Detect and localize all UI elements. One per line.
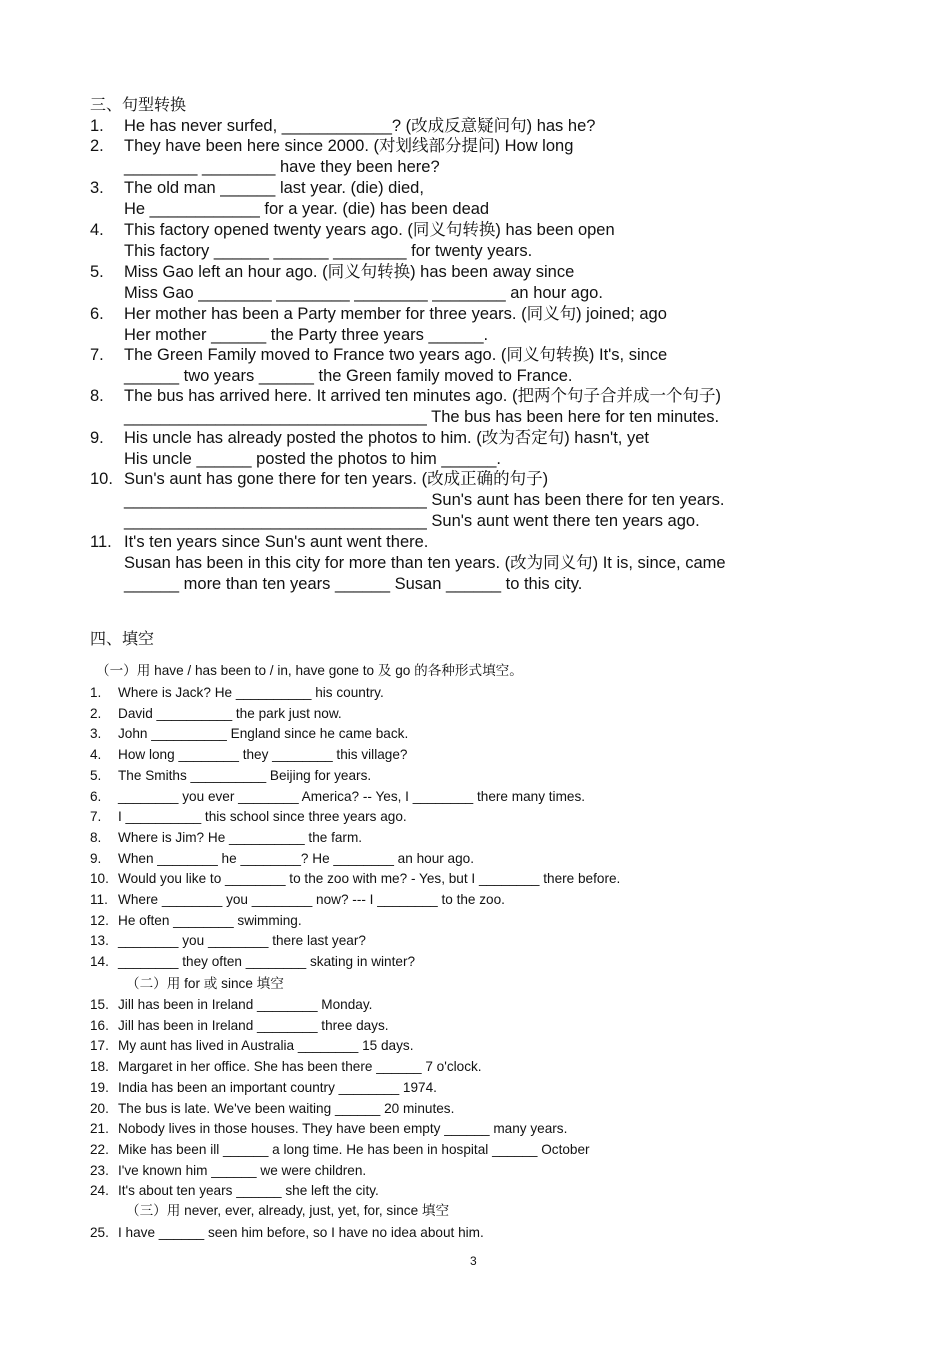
fill-blank-item bbox=[90, 1181, 379, 1202]
item-number: 15. bbox=[90, 997, 109, 1012]
fill-blank-item bbox=[90, 683, 384, 704]
sentence-item-line bbox=[90, 532, 428, 553]
item-number: 23. bbox=[90, 1162, 109, 1178]
item-text: The old man ______ last year. (die) died, bbox=[124, 179, 424, 197]
sentence-item-line bbox=[90, 262, 574, 283]
item-text: This factory opened twenty years ago. (同义句转换) has been open bbox=[124, 221, 615, 239]
sentence-item-line bbox=[90, 241, 532, 262]
fill-blank-item bbox=[90, 952, 415, 973]
fill-blank-item bbox=[90, 1223, 484, 1244]
item-number: 8. bbox=[90, 829, 102, 845]
fill-blank-item bbox=[90, 704, 342, 725]
item-text: Where ________ you ________ now? --- I ________ to the zoo. bbox=[118, 892, 505, 907]
item-number: 17. bbox=[90, 1038, 109, 1054]
item-text: David __________ the park just now. bbox=[118, 705, 342, 721]
sentence-item-line bbox=[90, 511, 700, 532]
section-3-title: 三、句型转换 bbox=[90, 97, 187, 114]
sentence-item-line bbox=[90, 304, 667, 325]
item-number: 7. bbox=[90, 346, 104, 364]
item-text: India has been an important country ________ 1974. bbox=[118, 1079, 437, 1095]
item-text: Her mother has been a Party member for three years. (同义句) joined; ago bbox=[124, 305, 667, 323]
sentence-item-line bbox=[90, 386, 721, 407]
sentence-item-line bbox=[90, 283, 603, 304]
sentence-item-line bbox=[90, 574, 582, 595]
item-number: 12. bbox=[90, 912, 109, 928]
item-number: 14. bbox=[90, 954, 109, 970]
item-number: 2. bbox=[90, 137, 104, 155]
item-text: ______ two years ______ the Green family moved to France. bbox=[124, 367, 573, 385]
sentence-item-line bbox=[90, 449, 501, 470]
item-text: They have been here since 2000. (对划线部分提问) How long bbox=[124, 137, 574, 155]
item-text: The Smiths __________ Beijing for years. bbox=[118, 767, 372, 783]
item-text: Miss Gao ________ ________ ________ ________ an hour ago. bbox=[124, 284, 603, 302]
item-text: I have ______ seen him before, so I have no idea about him. bbox=[118, 1225, 484, 1240]
item-text: How long ________ they ________ this village? bbox=[118, 747, 408, 763]
item-number: 9. bbox=[90, 850, 102, 866]
item-number: 11. bbox=[90, 533, 112, 551]
sentence-item-line bbox=[90, 116, 595, 137]
fill-blank-item bbox=[90, 828, 362, 849]
item-text: John __________ England since he came back. bbox=[118, 726, 409, 742]
sentence-item-line bbox=[90, 345, 667, 366]
item-text: Jill has been in Ireland ________ three days. bbox=[118, 1017, 389, 1033]
item-number: 6. bbox=[90, 305, 104, 323]
item-number: 13. bbox=[90, 933, 109, 949]
item-number: 19. bbox=[90, 1079, 109, 1095]
item-text: _________________________________ Sun's aunt went there ten years ago. bbox=[124, 512, 700, 530]
item-text: Her mother ______ the Party three years ______. bbox=[124, 326, 489, 344]
item-number: 22. bbox=[90, 1141, 109, 1157]
item-number: 6. bbox=[90, 788, 102, 804]
sentence-item-line bbox=[90, 178, 424, 199]
item-text: My aunt has lived in Australia ________ 15 days. bbox=[118, 1038, 414, 1054]
item-text: He often ________ swimming. bbox=[118, 912, 302, 928]
item-text: _________________________________ The bus has been here for ten minutes. bbox=[124, 408, 720, 426]
sentence-item-line bbox=[90, 220, 615, 241]
item-number: 8. bbox=[90, 387, 104, 405]
page-number: 3 bbox=[470, 1254, 477, 1268]
item-text: He has never surfed, ____________? (改成反意疑问句) has he? bbox=[124, 117, 596, 135]
item-number: 9. bbox=[90, 429, 104, 447]
item-text: Susan has been in this city for more than ten years. (改为同义句) It is, since, came bbox=[124, 554, 726, 572]
item-number: 10. bbox=[90, 871, 109, 887]
item-number: 3. bbox=[90, 179, 104, 197]
fill-blank-item bbox=[90, 1078, 437, 1099]
item-text: ________ ________ have they been here? bbox=[124, 158, 440, 176]
item-number: 21. bbox=[90, 1121, 109, 1137]
item-text: It's about ten years ______ she left the city. bbox=[118, 1183, 379, 1199]
item-text: The bus is late. We've been waiting ______ 20 minutes. bbox=[118, 1100, 455, 1116]
fill-blank-item bbox=[90, 849, 474, 870]
item-number: 5. bbox=[90, 263, 104, 281]
sentence-item-line bbox=[90, 366, 573, 387]
section-4-subheading-2: （二）用 for 或 since 填空 bbox=[126, 976, 284, 991]
item-text: ________ you ________ there last year? bbox=[118, 933, 366, 949]
fill-blank-item bbox=[90, 1161, 366, 1182]
sentence-item-line bbox=[90, 553, 726, 574]
sentence-item-line bbox=[90, 136, 573, 157]
sentence-item-line bbox=[90, 157, 440, 178]
item-number: 1. bbox=[90, 685, 102, 700]
section-4-title: 四、填空 bbox=[90, 631, 155, 648]
item-text: When ________ he ________? He ________ an hour ago. bbox=[118, 850, 475, 866]
fill-blank-item bbox=[90, 766, 371, 787]
sentence-item-line bbox=[90, 469, 548, 490]
item-text: Where is Jack? He __________ his country. bbox=[118, 685, 384, 700]
fill-blank-item bbox=[90, 1099, 454, 1120]
item-number: 3. bbox=[90, 726, 102, 742]
item-number: 24. bbox=[90, 1183, 109, 1199]
item-text: ________ they often ________ skating in winter? bbox=[118, 954, 416, 970]
item-text: He ____________ for a year. (die) has been dead bbox=[124, 200, 490, 218]
item-text: _________________________________ Sun's aunt has been there for ten years. bbox=[124, 491, 725, 509]
item-text: This factory ______ ______ ________ for twenty years. bbox=[124, 242, 533, 260]
item-text: His uncle ______ posted the photos to him ______. bbox=[124, 450, 502, 468]
fill-blank-item bbox=[90, 1016, 389, 1037]
sentence-item-line bbox=[90, 428, 649, 449]
item-number: 11. bbox=[90, 892, 108, 907]
sentence-item-line bbox=[90, 407, 719, 428]
item-number: 7. bbox=[90, 809, 102, 825]
item-number: 16. bbox=[90, 1017, 109, 1033]
fill-blank-item bbox=[90, 1119, 567, 1140]
item-text: Would you like to ________ to the zoo with me? - Yes, but I ________ there before. bbox=[118, 871, 621, 887]
item-number: 4. bbox=[90, 221, 104, 239]
section-4-subheading-1: （一）用 have / has been to / in, have gone to 及 go 的各种形式填空。 bbox=[96, 663, 523, 678]
item-text: ________ you ever ________ America? -- Yes, I ________ there many times. bbox=[118, 788, 586, 804]
fill-blank-item bbox=[90, 911, 302, 932]
fill-blank-item bbox=[90, 807, 407, 828]
item-text: The Green Family moved to France two years ago. (同义句转换) It's, since bbox=[124, 346, 668, 364]
item-text: His uncle has already posted the photos to him. (改为否定句) hasn't, yet bbox=[124, 429, 649, 447]
item-text: ______ more than ten years ______ Susan ______ to this city. bbox=[124, 575, 583, 593]
fill-blank-item bbox=[90, 787, 585, 808]
item-text: I've known him ______ we were children. bbox=[118, 1162, 367, 1178]
item-text: The bus has arrived here. It arrived ten minutes ago. (把两个句子合并成一个句子) bbox=[124, 387, 721, 405]
fill-blank-item bbox=[90, 890, 505, 911]
item-number: 20. bbox=[90, 1100, 109, 1116]
item-number: 2. bbox=[90, 705, 102, 721]
fill-blank-item bbox=[90, 869, 620, 890]
item-text: Nobody lives in those houses. They have been empty ______ many years. bbox=[118, 1121, 568, 1137]
item-text: Sun's aunt has gone there for ten years. (改成正确的句子) bbox=[124, 470, 549, 488]
sentence-item-line bbox=[90, 490, 724, 511]
item-number: 4. bbox=[90, 747, 102, 763]
item-text: It's ten years since Sun's aunt went there. bbox=[124, 533, 429, 551]
item-text: I __________ this school since three years ago. bbox=[118, 809, 407, 825]
sentence-item-line bbox=[90, 325, 488, 346]
fill-blank-item bbox=[90, 724, 408, 745]
fill-blank-item bbox=[90, 1057, 482, 1078]
section-4-subheading-3: （三）用 never, ever, already, just, yet, for, since 填空 bbox=[126, 1203, 450, 1218]
item-text: Margaret in her office. She has been there ______ 7 o'clock. bbox=[118, 1059, 482, 1075]
item-number: 10. bbox=[90, 470, 113, 488]
sentence-item-line bbox=[90, 199, 489, 220]
fill-blank-item bbox=[90, 931, 366, 952]
fill-blank-item bbox=[90, 995, 372, 1016]
item-text: Miss Gao left an hour ago. (同义句转换) has been away since bbox=[124, 263, 575, 281]
item-text: Mike has been ill ______ a long time. He has been in hospital ______ October bbox=[118, 1141, 590, 1157]
item-number: 5. bbox=[90, 767, 102, 783]
item-number: 1. bbox=[90, 117, 104, 135]
item-number: 25. bbox=[90, 1225, 109, 1240]
item-number: 18. bbox=[90, 1059, 109, 1075]
item-text: Jill has been in Ireland ________ Monday. bbox=[118, 997, 373, 1012]
fill-blank-item bbox=[90, 1140, 590, 1161]
fill-blank-item bbox=[90, 1036, 413, 1057]
fill-blank-item bbox=[90, 745, 407, 766]
item-text: Where is Jim? He __________ the farm. bbox=[118, 829, 363, 845]
